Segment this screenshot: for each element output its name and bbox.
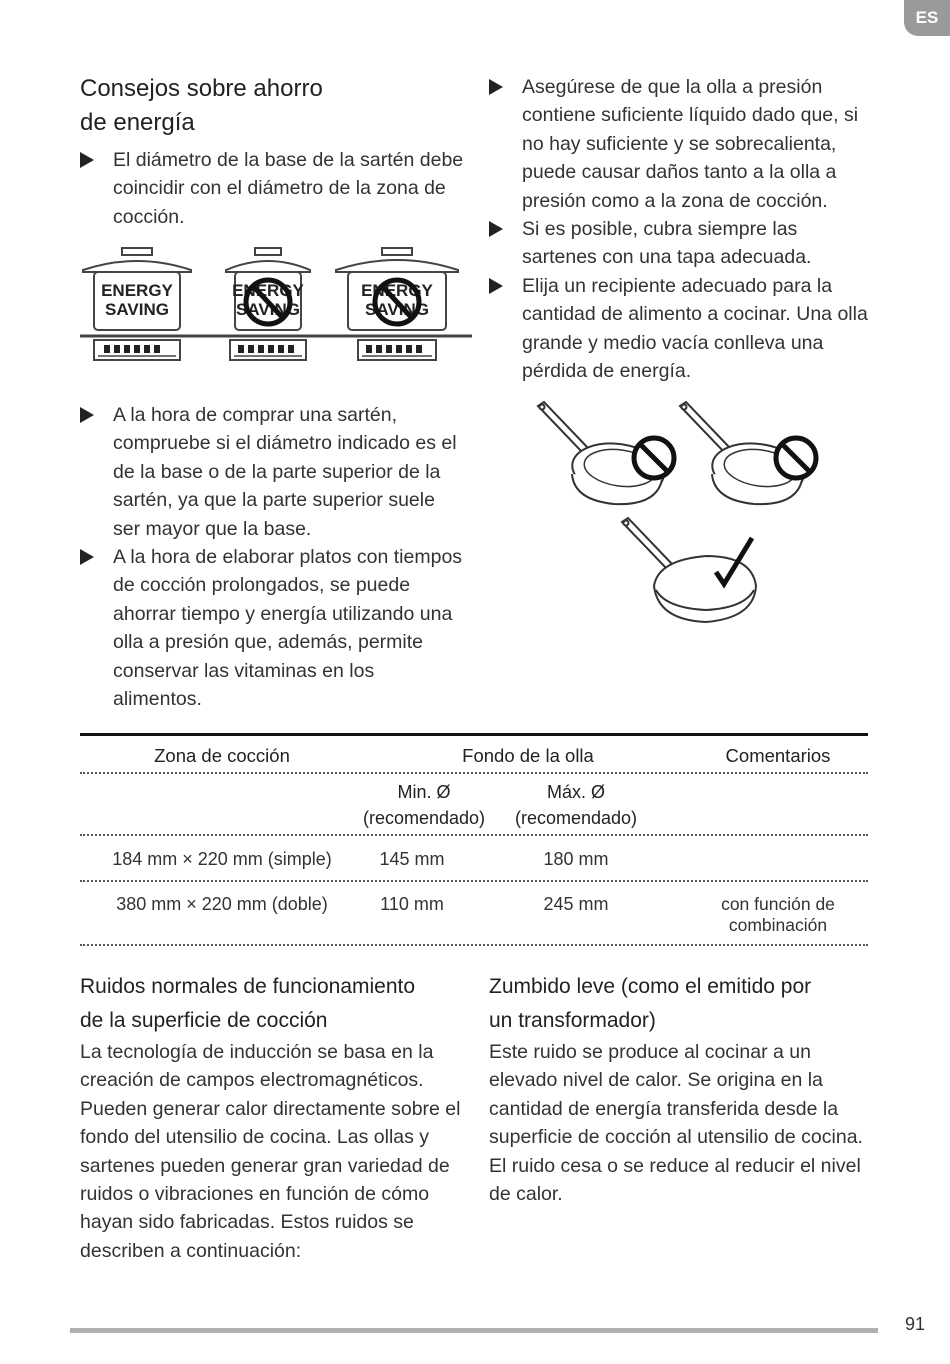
bullet-list-right: [489, 73, 874, 385]
bullet-arrow-icon: [80, 152, 94, 168]
pan-with-lid: [622, 518, 756, 622]
subheader-max: [502, 779, 650, 831]
language-badge: ES: [904, 0, 950, 36]
page-number: 91: [905, 1314, 926, 1334]
col-header-bottom: Fondo de la olla: [462, 745, 594, 766]
footer-rule: [70, 1328, 878, 1333]
bullet-text: A la hora de elaborar platos con tiempos de cocción prolongados, se puede ahorrar tiempo y energía utilizando una olla a presión que, además, permite conservar las vitaminas en los alimentos.: [113, 546, 463, 711]
bullet-item: [80, 146, 470, 231]
noise-title-line1: Ruidos normales de funcionamiento: [80, 975, 416, 998]
bullet-item: [489, 272, 874, 386]
hum-title-line2: un transformador): [489, 1009, 656, 1032]
subheader-max-line2: (recomendado): [514, 808, 638, 828]
cell-zone: 184 mm × 220 mm (simple): [112, 849, 332, 869]
prohibited-icon: [776, 438, 816, 478]
table-row: [80, 882, 868, 946]
bullet-list-left-bottom: [80, 401, 465, 713]
table-row: [80, 836, 868, 882]
pot-label-line2: SAVING: [236, 300, 300, 319]
bullet-item: [489, 73, 874, 215]
pot-label-line1: ENERGY: [232, 281, 304, 300]
bullet-text: Elija un recipiente adecuado para la cantidad de alimento a cocinar. Una olla grande y medio vacía conlleva una pérdida de energía.: [522, 274, 868, 383]
col-header-zone: Zona de cocción: [154, 745, 290, 766]
bullet-arrow-icon: [80, 549, 94, 565]
bullet-arrow-icon: [489, 221, 503, 237]
pot-label-line1: ENERGY: [101, 281, 173, 300]
pan-lid-illustration: [530, 400, 830, 640]
bullet-text: Asegúrese de que la olla a presión contiene suficiente líquido dado que, si no hay suficiente y se sobrecalienta, puede causar daños tanto a la olla a presión como a la zona de cocción.: [522, 76, 859, 212]
bullet-list-right-wrap: [489, 73, 874, 385]
section-title-line2: de energía: [80, 109, 195, 136]
pot-too-small: [226, 248, 310, 360]
cell-min: 145 mm: [379, 849, 445, 869]
pot-label-line2: SAVING: [365, 300, 429, 319]
bullet-list-left-top: [80, 146, 470, 231]
cell-max: 180 mm: [543, 849, 609, 869]
bullet-arrow-icon: [489, 79, 503, 95]
pot-size-illustration: [80, 246, 472, 368]
pot-correct: [83, 248, 191, 360]
cell-min: 110 mm: [380, 894, 444, 914]
bullet-text: Si es posible, cubra siempre las sartenes con una tapa adecuada.: [522, 218, 812, 269]
cell-comment-line2: combinación: [728, 915, 828, 935]
bullet-item: [80, 401, 465, 543]
cell-comment: [694, 894, 862, 936]
noise-title-line2: de la superficie de cocción: [80, 1009, 328, 1032]
hum-body: Este ruido se produce al cocinar a un elevado nivel de calor. Se origina en la cantidad de energía transferida desde la superficie de cocción al utensilio de cocina. El ruido cesa o se reduce al reducir el nivel de calor.: [489, 1041, 863, 1206]
bullet-text: El diámetro de la base de la sartén debe coincidir con el diámetro de la zona de cocción.: [113, 149, 464, 228]
pot-label-line1: ENERGY: [361, 281, 433, 300]
subheader-min-line1: Min. Ø: [397, 782, 451, 802]
subheader-min-line2: (recomendado): [362, 808, 486, 828]
col-header-comments: Comentarios: [725, 745, 831, 766]
bullet-item: [80, 543, 465, 713]
pot-too-large: [336, 248, 458, 360]
noise-section: [80, 970, 465, 1265]
pan-size-table: [80, 733, 868, 946]
table-subheader-row: [80, 774, 868, 836]
section-title-line1: Consejos sobre ahorro: [80, 75, 323, 102]
pot-label-line2: SAVING: [105, 300, 169, 319]
noise-body: La tecnología de inducción se basa en la creación de campos electromagnéticos. Pueden generar calor directamente sobre el fondo del utensilio de cocina. Las ollas y sartenes pueden generar gran variedad de ruidos o vibraciones en función de cómo hayan sido fabricadas. Estos ruidos se describen a continuación:: [80, 1041, 461, 1262]
table-header-row: [80, 736, 868, 774]
energy-section: [80, 72, 470, 231]
hum-section: [489, 970, 874, 1208]
subheader-min: [338, 779, 510, 831]
bullet-item: [489, 215, 874, 272]
bullet-list-left-bottom-wrap: [80, 401, 465, 713]
hum-title-line1: Zumbido leve (como el emitido por: [489, 975, 812, 998]
subheader-max-line1: Máx. Ø: [546, 782, 605, 802]
cell-zone: 380 mm × 220 mm (doble): [116, 894, 328, 914]
cell-comment-line1: con función de: [721, 894, 835, 914]
bullet-text: A la hora de comprar una sartén, compruebe si el diámetro indicado es el de la base o de la parte superior de la sartén, ya que la parte superior suele ser mayor que la base.: [113, 404, 457, 540]
bullet-arrow-icon: [80, 407, 94, 423]
bullet-arrow-icon: [489, 278, 503, 294]
cell-max: 245 mm: [543, 894, 609, 914]
prohibited-icon: [634, 438, 674, 478]
